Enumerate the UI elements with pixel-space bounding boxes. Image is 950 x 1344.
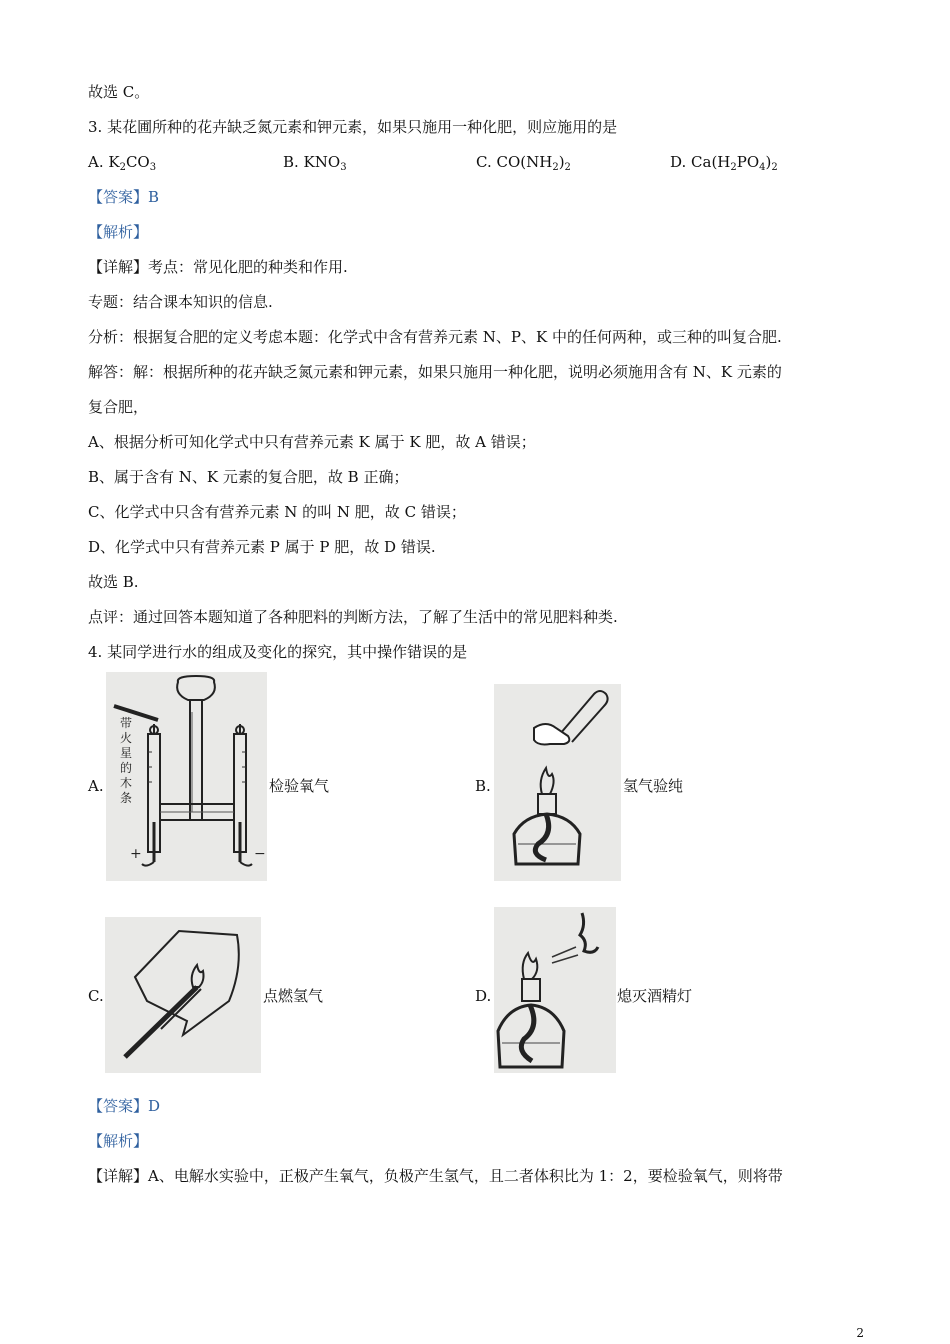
question-3: 3. 某花圃所种的花卉缺乏氮元素和钾元素，如果只施用一种化肥，则应施用的是 (88, 118, 618, 136)
answer-label: 【答案】B (88, 188, 160, 206)
q4-option-c-label: C. (88, 987, 104, 1005)
q4-option-d-label: D. (475, 987, 492, 1005)
q3-option-b: B. $KNO_3$ (283, 153, 347, 173)
text-line: 专题：结合课本知识的信息. (88, 293, 273, 311)
text-line: C、化学式中只含有营养元素 N 的叫 N 肥，故 C 错误； (88, 503, 466, 521)
answer-label: 【答案】D (88, 1097, 161, 1115)
q4-option-b-caption: 氢气验纯 (623, 777, 684, 795)
q3-option-d: D. $Ca(H_2PO_4)_2$ (670, 153, 778, 173)
ignite-hydrogen-image (105, 917, 261, 1073)
text-line: A、根据分析可知化学式中只有营养元素 K 属于 K 肥，故 A 错误； (88, 433, 536, 451)
q3-option-c: C. $CO(NH_2)_2$ (476, 153, 571, 173)
negative-sign: − (254, 846, 266, 862)
text-line: 故选 B. (88, 573, 139, 591)
text-line: 【详解】A、电解水实验中，正极产生氧气，负极产生氢气，且二者体积比为 1：2，要检验氧气，则将带 (88, 1167, 783, 1185)
glowing-stick-label: 带火星的木条 (120, 716, 133, 805)
electrolysis-apparatus-image (106, 672, 267, 881)
text-line: 复合肥， (88, 398, 149, 416)
extinguish-lamp-image (494, 907, 616, 1073)
text-line: 解答：解：根据所种的花卉缺乏氮元素和钾元素，如果只施用一种化肥，说明必须施用含有 N、K 元素的 (88, 363, 782, 381)
q4-option-b-label: B. (475, 777, 491, 795)
text-line: 故选 C。 (88, 83, 150, 101)
text-line: 分析：根据复合肥的定义考虑本题：化学式中含有营养元素 N、P、K 中的任何两种，或三种的叫复合肥. (88, 328, 782, 346)
q3-option-a: A. $K_2CO_3$ (88, 153, 157, 173)
page-number: 2 (856, 1326, 864, 1340)
analysis-label: 【解析】 (88, 223, 149, 241)
text-line: 点评：通过回答本题知道了各种肥料的判断方法，了解了生活中的常见肥料种类. (88, 608, 618, 626)
q4-option-c-caption: 点燃氢气 (263, 987, 324, 1005)
hydrogen-purity-image (494, 684, 621, 881)
text-line: B、属于含有 N、K 元素的复合肥，故 B 正确； (88, 468, 409, 486)
text-line: D、化学式中只有营养元素 P 属于 P 肥，故 D 错误. (88, 538, 436, 556)
q4-option-d-caption: 熄灭酒精灯 (617, 987, 693, 1005)
question-4: 4. 某同学进行水的组成及变化的探究，其中操作错误的是 (88, 643, 468, 661)
positive-sign: + (130, 846, 142, 862)
q4-option-a-caption: 检验氧气 (269, 777, 330, 795)
analysis-label: 【解析】 (88, 1132, 149, 1150)
text-line: 【详解】考点：常见化肥的种类和作用. (88, 258, 348, 276)
q4-option-a-label: A. (88, 777, 104, 795)
